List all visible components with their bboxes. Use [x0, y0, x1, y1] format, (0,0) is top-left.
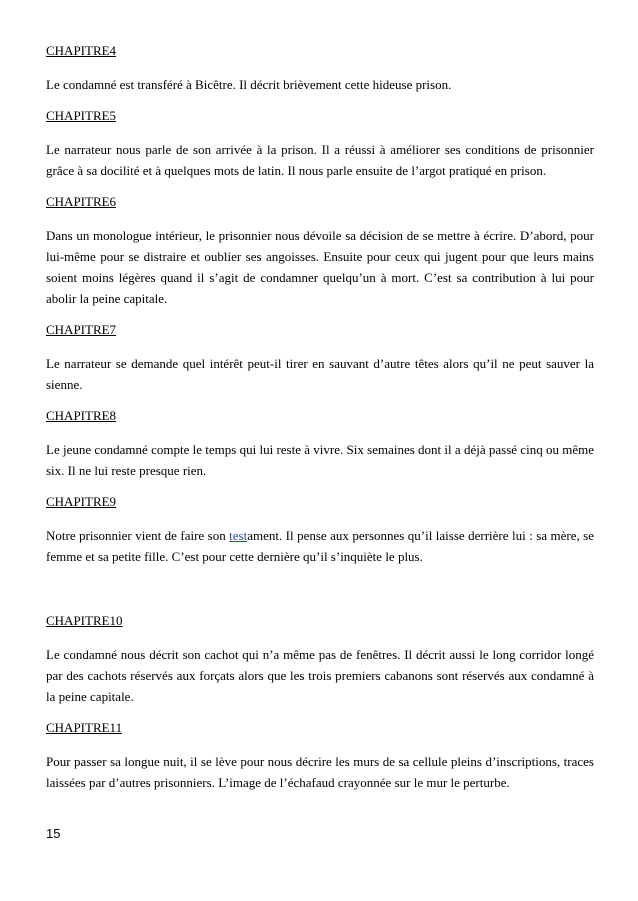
summary-text-before: Notre prisonnier vient de faire son [46, 528, 230, 543]
chapter-11 [46, 717, 594, 793]
chapter-10 [46, 610, 594, 707]
chapter-summary: Le narrateur nous parle de son arrivée à la prison. Il a réussi à améliorer ses conditions de prisonnier grâce à sa docilité et à quelques mots de latin. Il nous parle ensuite de l’argot pratiqué en prison. [46, 142, 594, 178]
summary-text-after: ament. Il pense aux personnes qu’il laisse derrière lui : sa mère, se femme et sa petite fille. C’est pour cette dernière qu’il s’inquiète le plus. [46, 528, 594, 564]
testament-link[interactable]: test [229, 528, 248, 543]
chapter-summary: Le condamné nous décrit son cachot qui n’a même pas de fenêtres. Il décrit aussi le long corridor longé par des cachots réservés aux forçats alors que les trois premiers cabanons sont réservés aux condamné à la peine capitale. [46, 647, 594, 704]
chapter-9 [46, 491, 594, 567]
chapter-heading: CHAPITRE5 [46, 108, 117, 123]
chapter-heading: CHAPITRE8 [46, 408, 117, 423]
chapter-summary: Dans un monologue intérieur, le prisonnier nous dévoile sa décision de se mettre à écrire. D’abord, pour lui-même pour se distraire et oublier ses angoisses. Ensuite pour ceux qui jugent pour que leurs mains soient moins légères quand il s’agit de condamner quelqu’un à mort. C’est sa contribution à lui pour abolir la peine capitale. [46, 228, 594, 306]
chapter-heading: CHAPITRE10 [46, 613, 123, 628]
chapter-heading: CHAPITRE7 [46, 322, 117, 337]
page-number: 15 [46, 826, 61, 841]
chapter-6 [46, 191, 594, 309]
chapter-8 [46, 405, 594, 481]
blank-space [46, 577, 594, 610]
document-page [46, 40, 594, 803]
chapter-heading: CHAPITRE9 [46, 494, 117, 509]
chapter-heading: CHAPITRE11 [46, 720, 123, 735]
chapter-summary [46, 525, 594, 567]
chapter-5 [46, 105, 594, 181]
chapter-summary: Le narrateur se demande quel intérêt peut-il tirer en sauvant d’autre têtes alors qu’il ne peut sauver la sienne. [46, 356, 594, 392]
chapter-7 [46, 319, 594, 395]
chapter-4 [46, 40, 594, 95]
chapter-heading: CHAPITRE4 [46, 43, 117, 58]
chapter-summary: Pour passer sa longue nuit, il se lève pour nous décrire les murs de sa cellule pleins d’inscriptions, traces laissées par d’autres prisonniers. L’image de l’échafaud crayonnée sur le mur le perturbe. [46, 754, 594, 790]
chapter-heading: CHAPITRE6 [46, 194, 117, 209]
chapter-summary: Le condamné est transféré à Bicêtre. Il décrit brièvement cette hideuse prison. [46, 77, 452, 92]
chapter-summary: Le jeune condamné compte le temps qui lui reste à vivre. Six semaines dont il a déjà passé cinq ou même six. Il ne lui reste presque rien. [46, 442, 594, 478]
